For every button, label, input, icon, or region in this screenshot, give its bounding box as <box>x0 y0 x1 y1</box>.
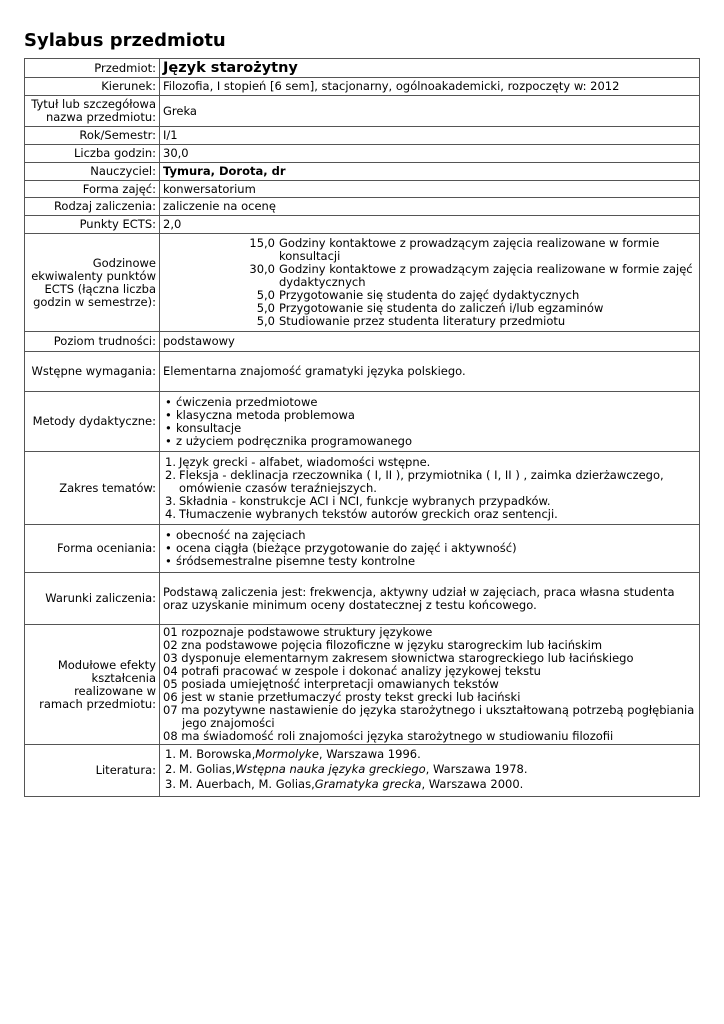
zakres-num: 1. <box>165 454 176 469</box>
ects-hours-text-5: Studiowanie przez studenta literatury przedmiotu <box>279 314 566 328</box>
label-wymagania: Wstępne wymagania: <box>25 352 160 392</box>
value-kierunek: Filozofia, I stopień [6 sem], stacjonarny, ogólnoakademicki, rozpoczęty w: 2012 <box>160 78 700 96</box>
row-tytul <box>25 96 700 127</box>
row-warunki <box>25 573 700 625</box>
value-przedmiot: Język starożytny <box>160 59 700 78</box>
value-rodzaj: zaliczenie na ocenę <box>160 198 700 216</box>
value-warunki: Podstawą zaliczenia jest: frekwencja, aktywny udział w zajęciach, praca własna studenta oraz uzyskanie minimum oceny dostatecznej z testu końcowego. <box>160 573 700 625</box>
ects-hours-5: 5,0 <box>256 314 275 328</box>
label-ects: Punkty ECTS: <box>25 216 160 234</box>
zakres-num: 3. <box>165 493 176 508</box>
efekt-item: 02 zna podstawowe pojęcia filozoficzne w języku starogreckim lub łacińskim <box>163 638 603 652</box>
label-efekty: Modułowe efekty kształcenia realizowane w ramach przedmiotu: <box>25 625 160 745</box>
label-zakres: Zakres tematów: <box>25 452 160 525</box>
value-forma: konwersatorium <box>160 181 700 198</box>
zakres-text: Tłumaczenie wybranych tekstów autorów greckich oraz sentencji. <box>179 506 558 521</box>
ects-hours-text-2: Godziny kontaktowe z prowadzącym zajęcia realizowane w formie zajęć dydaktycznych <box>279 262 693 289</box>
value-metody <box>160 392 700 452</box>
label-tytul: Tytuł lub szczegółowa nazwa przedmiotu: <box>25 96 160 127</box>
label-warunki: Warunki zaliczenia: <box>25 573 160 625</box>
label-ects-hours: Godzinowe ekwiwalenty punktów ECTS (łączna liczba godzin w semestrze): <box>25 234 160 332</box>
literatura-author: M. Golias, <box>179 762 236 776</box>
row-rodzaj <box>25 198 700 216</box>
label-nauczyciel: Nauczyciel: <box>25 163 160 181</box>
zakres-text: Język grecki - alfabet, wiadomości wstępne. <box>179 454 431 469</box>
efekt-item: 05 posiada umiejętność interpretacji omawianych tekstów <box>163 677 499 691</box>
value-literatura <box>160 745 700 797</box>
efekt-item: 08 ma świadomość roli znajomości języka starożytnego w studiowaniu filozofii <box>163 729 614 743</box>
efekt-item: 04 potrafi pracować w zespole i dokonać analizy językowej tekstu <box>163 664 541 678</box>
ects-hours-text-3: Przygotowanie się studenta do zajęć dydaktycznych <box>279 288 580 302</box>
value-tytul: Greka <box>160 96 700 127</box>
value-poziom: podstawowy <box>160 332 700 352</box>
row-metody <box>25 392 700 452</box>
ocenianie-item: • obecność na zajęciach <box>163 529 696 542</box>
literatura-author: M. Auerbach, M. Golias, <box>179 777 315 791</box>
row-kierunek <box>25 78 700 96</box>
literatura-num: 2. <box>165 762 176 776</box>
zakres-text: Składnia - konstrukcje ACI i NCI, funkcje wybranych przypadków. <box>179 493 551 508</box>
label-poziom: Poziom trudności: <box>25 332 160 352</box>
value-rok: I/1 <box>160 127 700 145</box>
value-nauczyciel: Tymura, Dorota, dr <box>160 163 700 181</box>
label-godziny: Liczba godzin: <box>25 145 160 163</box>
literatura-rest: , Warszawa 2000. <box>421 777 524 791</box>
row-ects <box>25 216 700 234</box>
literatura-rest: , Warszawa 1996. <box>318 747 421 761</box>
label-forma: Forma zajęć: <box>25 181 160 198</box>
zakres-item <box>163 508 696 521</box>
label-kierunek: Kierunek: <box>25 78 160 96</box>
efekt-item: 01 rozpoznaje podstawowe struktury językowe <box>163 625 433 639</box>
label-przedmiot: Przedmiot: <box>25 59 160 78</box>
metody-item: • z użyciem podręcznika programowanego <box>163 435 696 448</box>
value-zakres <box>160 452 700 525</box>
metody-item: • ćwiczenia przedmiotowe <box>163 396 696 409</box>
zakres-text: Fleksja - deklinacja rzeczownika ( I, II ), przymiotnika ( I, II ) , zaimka dzierżawczego, omówienie czasów teraźniejszych. <box>179 467 664 495</box>
zakres-num: 2. <box>165 467 176 482</box>
efekt-item: 03 dysponuje elementarnym zakresem słownictwa starogreckiego lub łacińskiego <box>163 651 634 665</box>
syllabus-table <box>24 58 700 797</box>
row-wymagania <box>25 352 700 392</box>
row-efekty <box>25 625 700 745</box>
ocenianie-item: • ocena ciągła (bieżące przygotowanie do zajęć i aktywność) <box>163 542 696 555</box>
row-przedmiot <box>25 59 700 78</box>
metody-item: • klasyczna metoda problemowa <box>163 409 696 422</box>
row-ocenianie <box>25 525 700 573</box>
row-rok <box>25 127 700 145</box>
value-efekty <box>160 625 700 745</box>
row-godziny <box>25 145 700 163</box>
efekt-item: 07 ma pozytywne nastawienie do języka starożytnego i ukształtowaną potrzebą pogłębiania jego znajomości <box>163 703 695 730</box>
literatura-rest: , Warszawa 1978. <box>425 762 528 776</box>
label-rok: Rok/Semestr: <box>25 127 160 145</box>
value-ocenianie <box>160 525 700 573</box>
literatura-num: 3. <box>165 777 176 791</box>
ects-hours-text-4: Przygotowanie się studenta do zaliczeń i/lub egzaminów <box>279 301 604 315</box>
literatura-item <box>163 778 696 791</box>
row-forma <box>25 181 700 198</box>
row-nauczyciel <box>25 163 700 181</box>
label-literatura: Literatura: <box>25 745 160 797</box>
zakres-num: 4. <box>165 506 176 521</box>
value-godziny: 30,0 <box>160 145 700 163</box>
efekt-item: 06 jest w stanie przetłumaczyć prosty tekst grecki lub łaciński <box>163 690 521 704</box>
row-ects-hours <box>25 234 700 332</box>
label-ocenianie: Forma oceniania: <box>25 525 160 573</box>
label-rodzaj: Rodzaj zaliczenia: <box>25 198 160 216</box>
literatura-title: Wstępna nauka języka greckiego <box>235 762 426 776</box>
ocenianie-item: • śródsemestralne pisemne testy kontrolne <box>163 555 696 568</box>
literatura-author: M. Borowska, <box>179 747 256 761</box>
ects-hours-4: 5,0 <box>256 301 275 315</box>
label-metody: Metody dydaktyczne: <box>25 392 160 452</box>
row-literatura <box>25 745 700 797</box>
row-poziom <box>25 332 700 352</box>
value-ects: 2,0 <box>160 216 700 234</box>
literatura-num: 1. <box>165 747 176 761</box>
ects-hours-text-1: Godziny kontaktowe z prowadzącym zajęcia realizowane w formie konsultacji <box>279 236 660 263</box>
ects-hours-3: 5,0 <box>256 288 275 302</box>
ects-hours-1: 15,0 <box>249 236 275 250</box>
ects-hours-2: 30,0 <box>249 262 275 276</box>
value-wymagania: Elementarna znajomość gramatyki języka polskiego. <box>160 352 700 392</box>
row-zakres <box>25 452 700 525</box>
literatura-item <box>163 763 696 776</box>
literatura-item <box>163 748 696 761</box>
page-title: Sylabus przedmiotu <box>24 30 226 51</box>
literatura-title: Gramatyka grecka <box>314 777 422 791</box>
value-ects-hours <box>160 234 700 332</box>
metody-item: • konsultacje <box>163 422 696 435</box>
literatura-title: Mormolyke <box>255 747 319 761</box>
zakres-item <box>163 469 696 495</box>
